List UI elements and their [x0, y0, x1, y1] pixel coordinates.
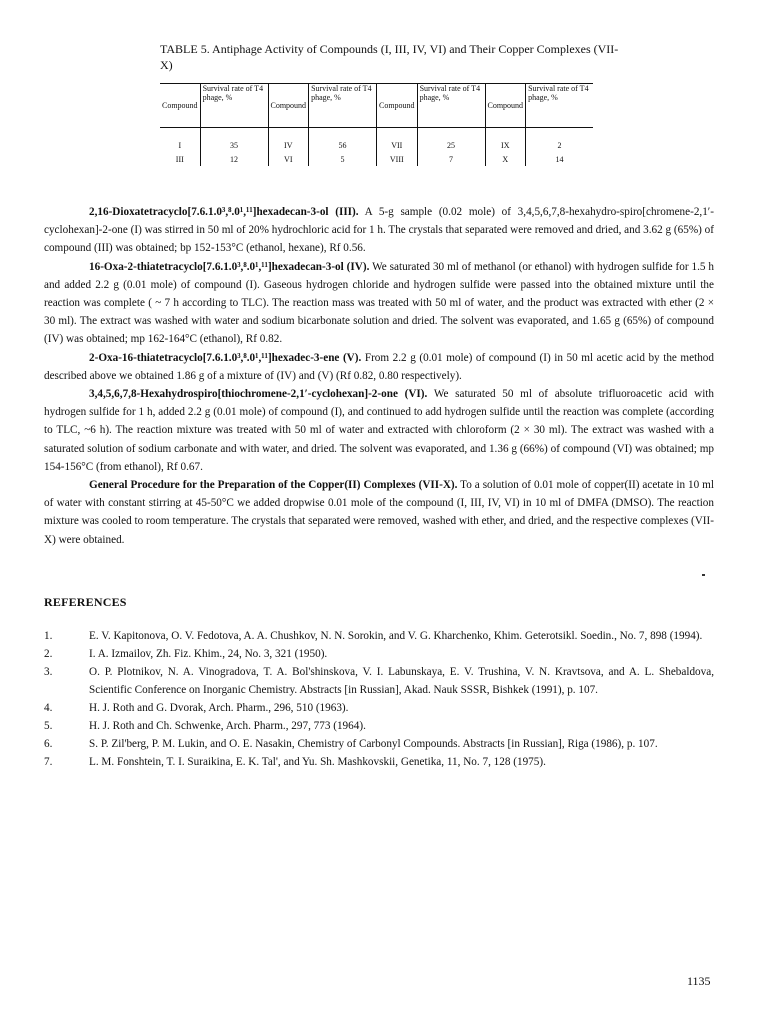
ref-number: 3.: [44, 666, 53, 678]
paragraph: [44, 349, 714, 385]
ref-number: 4.: [44, 702, 53, 714]
col-compound-1: Compound: [160, 84, 200, 128]
table-cell: IX: [485, 128, 526, 153]
table-cell: 56: [309, 128, 377, 153]
paragraph-text: To a solution of 0.01 mole of copper(II) acetate in 10 ml of water with constant stirring at 45-50°C we added dropwise 0.01 mole of the compound (I, III, IV, VI) in 10 ml of DMFA (DMSO). The reaction mixture was cooled to room temperature. The crystals that separated were removed, washed with ether, and dried, and the respective complexes (VII-X) were obtained.: [44, 479, 714, 546]
ref-text: H. J. Roth and Ch. Schwenke, Arch. Pharm., 297, 773 (1964).: [89, 720, 366, 732]
ref-number: 1.: [44, 630, 53, 642]
table-cell: 25: [417, 128, 485, 153]
antiphage-table: [160, 83, 593, 166]
paragraph-text: From 2.2 g (0.01 mole) of compound (I) in 50 ml acetic acid by the method described above we obtained 1.86 g of a mixture of (IV) and (V) (Rf 0.82, 0.80 respectively).: [44, 351, 714, 382]
references-list: [44, 627, 714, 771]
table-caption: TABLE 5. Antiphage Activity of Compounds (I, III, IV, VI) and Their Copper Complexes (VII-X): [160, 42, 619, 72]
page-number: 1135: [687, 974, 711, 988]
table-body: [160, 128, 593, 167]
list-item: [44, 663, 714, 699]
list-item: [44, 699, 714, 717]
table-cell: 14: [555, 154, 564, 164]
col-compound-3: Compound: [377, 84, 418, 128]
table-row: [160, 152, 593, 166]
list-item: [44, 645, 714, 663]
experimental-section: [44, 203, 714, 549]
paragraph: [44, 476, 714, 549]
ref-text: O. P. Plotnikov, N. A. Vinogradova, T. A. Bol'shinskova, V. I. Labunskaya, E. V. Trushina, V. N. Kravtsova, and A. L. Shebaldova, Scientific Conference on Inorganic Chemistry. Abstracts [in Russian], Akad. Nauk SSSR, Bishkek (1991), p. 107.: [89, 666, 714, 696]
col-compound-4: Compound: [485, 84, 526, 128]
table-cell: VI: [268, 152, 309, 166]
ref-text: H. J. Roth and G. Dvorak, Arch. Pharm., 296, 510 (1963).: [89, 702, 349, 714]
ref-number: 2.: [44, 648, 53, 660]
data-table: [160, 83, 593, 166]
table-row: [160, 128, 593, 153]
list-item: [44, 753, 714, 771]
ref-number: 6.: [44, 738, 53, 750]
table-cell: IV: [268, 128, 309, 153]
paragraph-title: 3,4,5,6,7,8-Hexahydrospiro[thiochromene-2,1′-cyclohexan]-2-one (VI).: [89, 388, 428, 401]
table-cell: 7: [417, 152, 485, 166]
col-compound-2: Compound: [268, 84, 309, 128]
paragraph-text: We saturated 30 ml of methanol (or ethanol) with hydrogen sulfide for 1.5 h and added 2.2 g (0.01 mole) of compound (I). Gaseous hydrogen chloride and hydrogen sulfide were passed into the obtained mixture until the reaction was complete ( ~ 7 h according to TLC). The reaction mass was treated with 50 ml of water, and the product was extracted with ether (2 × 30 ml). The extract was washed with water and sodium bicarbonate solution and dried. The solvent was evaporated, and 1.65 g (65%) of compound (IV) was obtained; mp 162-164°C (ethanol), Rf 0.82.: [44, 260, 714, 346]
paragraph-title: 2,16-Dioxatetracyclo[7.6.1.0³,⁸.0¹,¹¹]hexadecan-3-ol (III).: [89, 206, 359, 218]
table-cell: I: [160, 128, 200, 153]
list-item: [44, 717, 714, 735]
table-cell: VIII: [377, 152, 418, 166]
col-survival-3: Survival rate of T4 phage, %: [417, 84, 485, 128]
ref-text: S. P. Zil'berg, P. M. Lukin, and O. E. Nasakin, Chemistry of Carbonyl Compounds. Abstracts [in Russian], Riga (1986), p. 107.: [89, 738, 658, 750]
paragraph: [44, 385, 714, 476]
list-item: [44, 735, 714, 753]
paragraph-text: A 5-g sample (0.02 mole) of 3,4,5,6,7,8-hexahydro-spiro[chromene-2,1′-cyclohexan]-2-one (I) was stirred in 50 ml of 20% hydrochloric acid for 1 h. The crystals that separated were removed and dried, and 3.62 g (65%) of compound (III) was obtained; bp 152-153°C (ethanol, hexane), Rf 0.56.: [44, 206, 714, 255]
paragraph-title: General Procedure for the Preparation of the Copper(II) Complexes (VII-X).: [89, 479, 458, 492]
table-cell: III: [160, 152, 200, 166]
paragraph-title: 2-Oxa-16-thiatetracyclo[7.6.1.0³,⁸.0¹,¹¹]hexadec-3-ene (V).: [89, 351, 362, 364]
table-cell: 2: [557, 140, 562, 150]
references-heading: REFERENCES: [44, 595, 127, 609]
ref-text: I. A. Izmailov, Zh. Fiz. Khim., 24, No. 3, 321 (1950).: [89, 648, 328, 660]
paragraph-title: 16-Oxa-2-thiatetracyclo[7.6.1.0³,⁸.0¹,¹¹]hexadecan-3-ol (IV).: [89, 260, 370, 273]
paragraph: [44, 203, 714, 258]
ref-number: 5.: [44, 720, 53, 732]
stray-mark: [702, 574, 705, 576]
table-cell: VII: [377, 128, 418, 153]
table-cell: 5: [309, 152, 377, 166]
paragraph-text: We saturated 50 ml of absolute trifluoroacetic acid with hydrogen sulfide for 1 h, added 2.2 g (0.01 mole) of compound (I), and continued to add hydrogen sulfide until the reaction was complete (according to TLC, ~6 h). The reaction mixture was treated with 50 ml of water and extracted with chloroform (2 × 30 ml). The extract was washed with a saturated solution of sodium carbonate and with water, and dried. The solvent was evaporated, and 1.36 g (66%) of compound (VI) was obtained; mp 154-156°C (from ethanol), Rf 0.67.: [44, 388, 714, 473]
ref-text: L. M. Fonshtein, T. I. Suraikina, E. K. Tal', and Yu. Sh. Mashkovskii, Genetika, 11, No. 7, 128 (1975).: [89, 756, 546, 768]
ref-number: 7.: [44, 756, 53, 768]
paragraph: [44, 258, 714, 349]
col-survival-1: Survival rate of T4 phage, %: [200, 84, 268, 128]
list-item: [44, 627, 714, 645]
table-cell: 35: [200, 128, 268, 153]
table-header: [160, 84, 593, 128]
col-survival-4: Survival rate of T4 phage, %: [528, 84, 589, 102]
table-cell: X: [485, 152, 526, 166]
col-survival-2: Survival rate of T4 phage, %: [309, 84, 377, 128]
ref-text: E. V. Kapitonova, O. V. Fedotova, A. A. Chushkov, N. N. Sorokin, and V. G. Kharchenko, Khim. Geterotsikl. Soedin., No. 7, 898 (1994).: [89, 630, 703, 642]
table-cell: 12: [200, 152, 268, 166]
